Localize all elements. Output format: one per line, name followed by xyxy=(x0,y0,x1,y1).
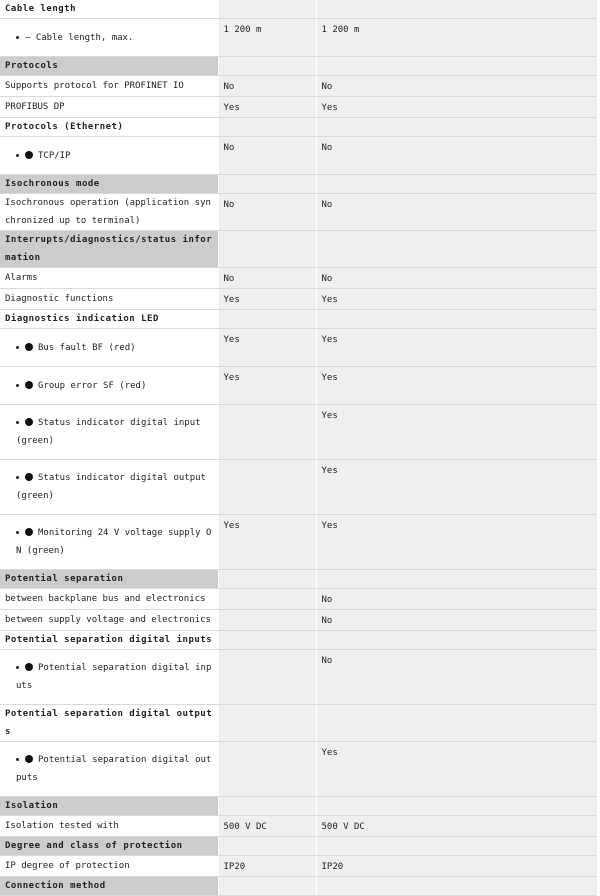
value-col-1: Yes xyxy=(218,329,316,367)
value-col-1 xyxy=(218,118,316,137)
section-header-row xyxy=(0,705,597,742)
label-text: Isolation xyxy=(5,801,59,811)
section-header-row xyxy=(0,175,597,194)
spec-row xyxy=(0,856,597,877)
spec-row xyxy=(0,76,597,97)
value-col-2 xyxy=(316,57,597,76)
spec-row xyxy=(0,19,597,57)
section-header-row xyxy=(0,118,597,137)
section-title xyxy=(0,570,218,589)
value-col-1 xyxy=(218,57,316,76)
value-col-2: No xyxy=(316,194,597,231)
value-col-2 xyxy=(316,0,597,19)
section-title xyxy=(0,175,218,194)
value-col-2 xyxy=(316,231,597,268)
label-text: Interrupts/diagnostics/status information xyxy=(5,235,213,263)
section-title xyxy=(0,797,218,816)
value-col-1 xyxy=(218,797,316,816)
value-col-2 xyxy=(316,877,597,896)
spec-row xyxy=(0,137,597,175)
label-text: Potential separation digital inputs xyxy=(5,635,213,645)
spec-label xyxy=(0,268,218,289)
filled-circle-icon xyxy=(25,343,33,351)
spec-label xyxy=(0,19,218,57)
spec-row xyxy=(0,650,597,705)
label-text: IP degree of protection xyxy=(5,861,130,871)
label-text: Alarms xyxy=(5,273,38,283)
value-col-2: Yes xyxy=(316,405,597,460)
value-col-2 xyxy=(316,118,597,137)
spec-label xyxy=(0,405,218,460)
label-text: Potential separation xyxy=(5,574,124,584)
spec-label xyxy=(0,367,218,405)
label-text: Degree and class of protection xyxy=(5,841,183,851)
value-col-1 xyxy=(218,0,316,19)
spec-label xyxy=(0,610,218,631)
value-col-1 xyxy=(218,175,316,194)
bullet-icon xyxy=(16,421,19,424)
spec-row xyxy=(0,589,597,610)
label-text: Group error SF (red) xyxy=(38,380,147,391)
label-text: Protocols xyxy=(5,61,59,71)
spec-label xyxy=(0,97,218,118)
label-text: PROFIBUS DP xyxy=(5,102,65,112)
spec-row xyxy=(0,405,597,460)
value-col-2: No xyxy=(316,76,597,97)
value-col-1: Yes xyxy=(218,97,316,118)
label-text: Potential separation digital inputs xyxy=(16,663,212,691)
label-text: between supply voltage and electronics xyxy=(5,615,211,625)
label-text: — Cable length, max. xyxy=(25,32,134,43)
label-text: TCP/IP xyxy=(38,150,71,161)
value-col-2 xyxy=(316,705,597,742)
value-col-2: Yes xyxy=(316,97,597,118)
spec-label xyxy=(0,289,218,310)
spec-row xyxy=(0,742,597,797)
bullet-icon xyxy=(16,476,19,479)
value-col-1 xyxy=(218,742,316,797)
spec-label xyxy=(0,742,218,797)
value-col-1 xyxy=(218,650,316,705)
section-header-row xyxy=(0,837,597,856)
spec-row xyxy=(0,329,597,367)
label-text: Potential separation digital outputs xyxy=(5,709,213,737)
spec-row xyxy=(0,816,597,837)
value-col-1: No xyxy=(218,194,316,231)
value-col-1: No xyxy=(218,268,316,289)
spec-label xyxy=(0,460,218,515)
label-text: Bus fault BF (red) xyxy=(38,342,136,353)
spec-label xyxy=(0,137,218,175)
value-col-2 xyxy=(316,570,597,589)
value-col-1 xyxy=(218,310,316,329)
bullet-icon xyxy=(16,758,19,761)
value-col-2: No xyxy=(316,268,597,289)
value-col-1 xyxy=(218,460,316,515)
bullet-icon xyxy=(16,531,19,534)
section-title xyxy=(0,231,218,268)
value-col-2: No xyxy=(316,650,597,705)
section-header-row xyxy=(0,631,597,650)
label-text: Supports protocol for PROFINET IO xyxy=(5,81,184,91)
value-col-1: Yes xyxy=(218,367,316,405)
label-text: Isochronous operation (application synchronized up to terminal) xyxy=(5,198,211,226)
section-header-row xyxy=(0,877,597,896)
filled-circle-icon xyxy=(25,528,33,536)
value-col-1: Yes xyxy=(218,515,316,570)
bullet-icon xyxy=(16,346,19,349)
section-title xyxy=(0,631,218,650)
label-text: Connection method xyxy=(5,881,106,891)
label-text: Isolation tested with xyxy=(5,821,119,831)
value-col-2: No xyxy=(316,610,597,631)
spec-row xyxy=(0,515,597,570)
section-title xyxy=(0,877,218,896)
spec-label xyxy=(0,856,218,877)
filled-circle-icon xyxy=(25,663,33,671)
label-text: Diagnostics indication LED xyxy=(5,314,159,324)
value-col-1 xyxy=(218,877,316,896)
label-text: Protocols (Ethernet) xyxy=(5,122,124,132)
value-col-2: No xyxy=(316,137,597,175)
value-col-2 xyxy=(316,797,597,816)
value-col-1: No xyxy=(218,76,316,97)
value-col-1 xyxy=(218,610,316,631)
spec-label xyxy=(0,76,218,97)
label-text: between backplane bus and electronics xyxy=(5,594,206,604)
value-col-2: 1 200 m xyxy=(316,19,597,57)
value-col-1: Yes xyxy=(218,289,316,310)
filled-circle-icon xyxy=(25,418,33,426)
value-col-2: Yes xyxy=(316,515,597,570)
section-title xyxy=(0,0,218,19)
bullet-icon xyxy=(16,384,19,387)
value-col-1 xyxy=(218,405,316,460)
label-text: Potential separation digital outputs xyxy=(16,755,212,783)
value-col-2 xyxy=(316,310,597,329)
value-col-2: IP20 xyxy=(316,856,597,877)
value-col-1 xyxy=(218,631,316,650)
spec-label xyxy=(0,329,218,367)
label-text: Monitoring 24 V voltage supply ON (green) xyxy=(16,528,212,556)
value-col-1: 500 V DC xyxy=(218,816,316,837)
value-col-1: 1 200 m xyxy=(218,19,316,57)
filled-circle-icon xyxy=(25,151,33,159)
spec-row xyxy=(0,610,597,631)
section-title xyxy=(0,118,218,137)
spec-row xyxy=(0,97,597,118)
label-text: Status indicator digital input (green) xyxy=(16,418,201,446)
value-col-2 xyxy=(316,175,597,194)
value-col-1 xyxy=(218,589,316,610)
value-col-2: Yes xyxy=(316,742,597,797)
label-text: Cable length xyxy=(5,4,77,14)
label-text: Diagnostic functions xyxy=(5,294,114,304)
value-col-2: No xyxy=(316,589,597,610)
spec-row xyxy=(0,460,597,515)
spec-label xyxy=(0,589,218,610)
value-col-2 xyxy=(316,837,597,856)
spec-label xyxy=(0,650,218,705)
section-header-row xyxy=(0,310,597,329)
value-col-1 xyxy=(218,231,316,268)
label-text: Status indicator digital output (green) xyxy=(16,473,206,501)
spec-row xyxy=(0,367,597,405)
value-col-2: Yes xyxy=(316,367,597,405)
value-col-1 xyxy=(218,705,316,742)
filled-circle-icon xyxy=(25,755,33,763)
section-title xyxy=(0,310,218,329)
value-col-2: Yes xyxy=(316,460,597,515)
filled-circle-icon xyxy=(25,473,33,481)
section-header-row xyxy=(0,0,597,19)
spec-label xyxy=(0,515,218,570)
value-col-1 xyxy=(218,570,316,589)
spec-row xyxy=(0,289,597,310)
spec-label xyxy=(0,816,218,837)
value-col-1: IP20 xyxy=(218,856,316,877)
value-col-2: Yes xyxy=(316,289,597,310)
label-text: Isochronous mode xyxy=(5,179,100,189)
filled-circle-icon xyxy=(25,381,33,389)
spec-row xyxy=(0,194,597,231)
value-col-1 xyxy=(218,837,316,856)
section-header-row xyxy=(0,797,597,816)
section-title xyxy=(0,57,218,76)
section-header-row xyxy=(0,57,597,76)
section-title xyxy=(0,705,218,742)
value-col-2: Yes xyxy=(316,329,597,367)
section-header-row xyxy=(0,231,597,268)
value-col-1: No xyxy=(218,137,316,175)
bullet-icon xyxy=(16,666,19,669)
bullet-icon xyxy=(16,36,19,39)
section-header-row xyxy=(0,570,597,589)
bullet-icon xyxy=(16,154,19,157)
value-col-2: 500 V DC xyxy=(316,816,597,837)
spec-row xyxy=(0,268,597,289)
section-title xyxy=(0,837,218,856)
spec-label xyxy=(0,194,218,231)
value-col-2 xyxy=(316,631,597,650)
